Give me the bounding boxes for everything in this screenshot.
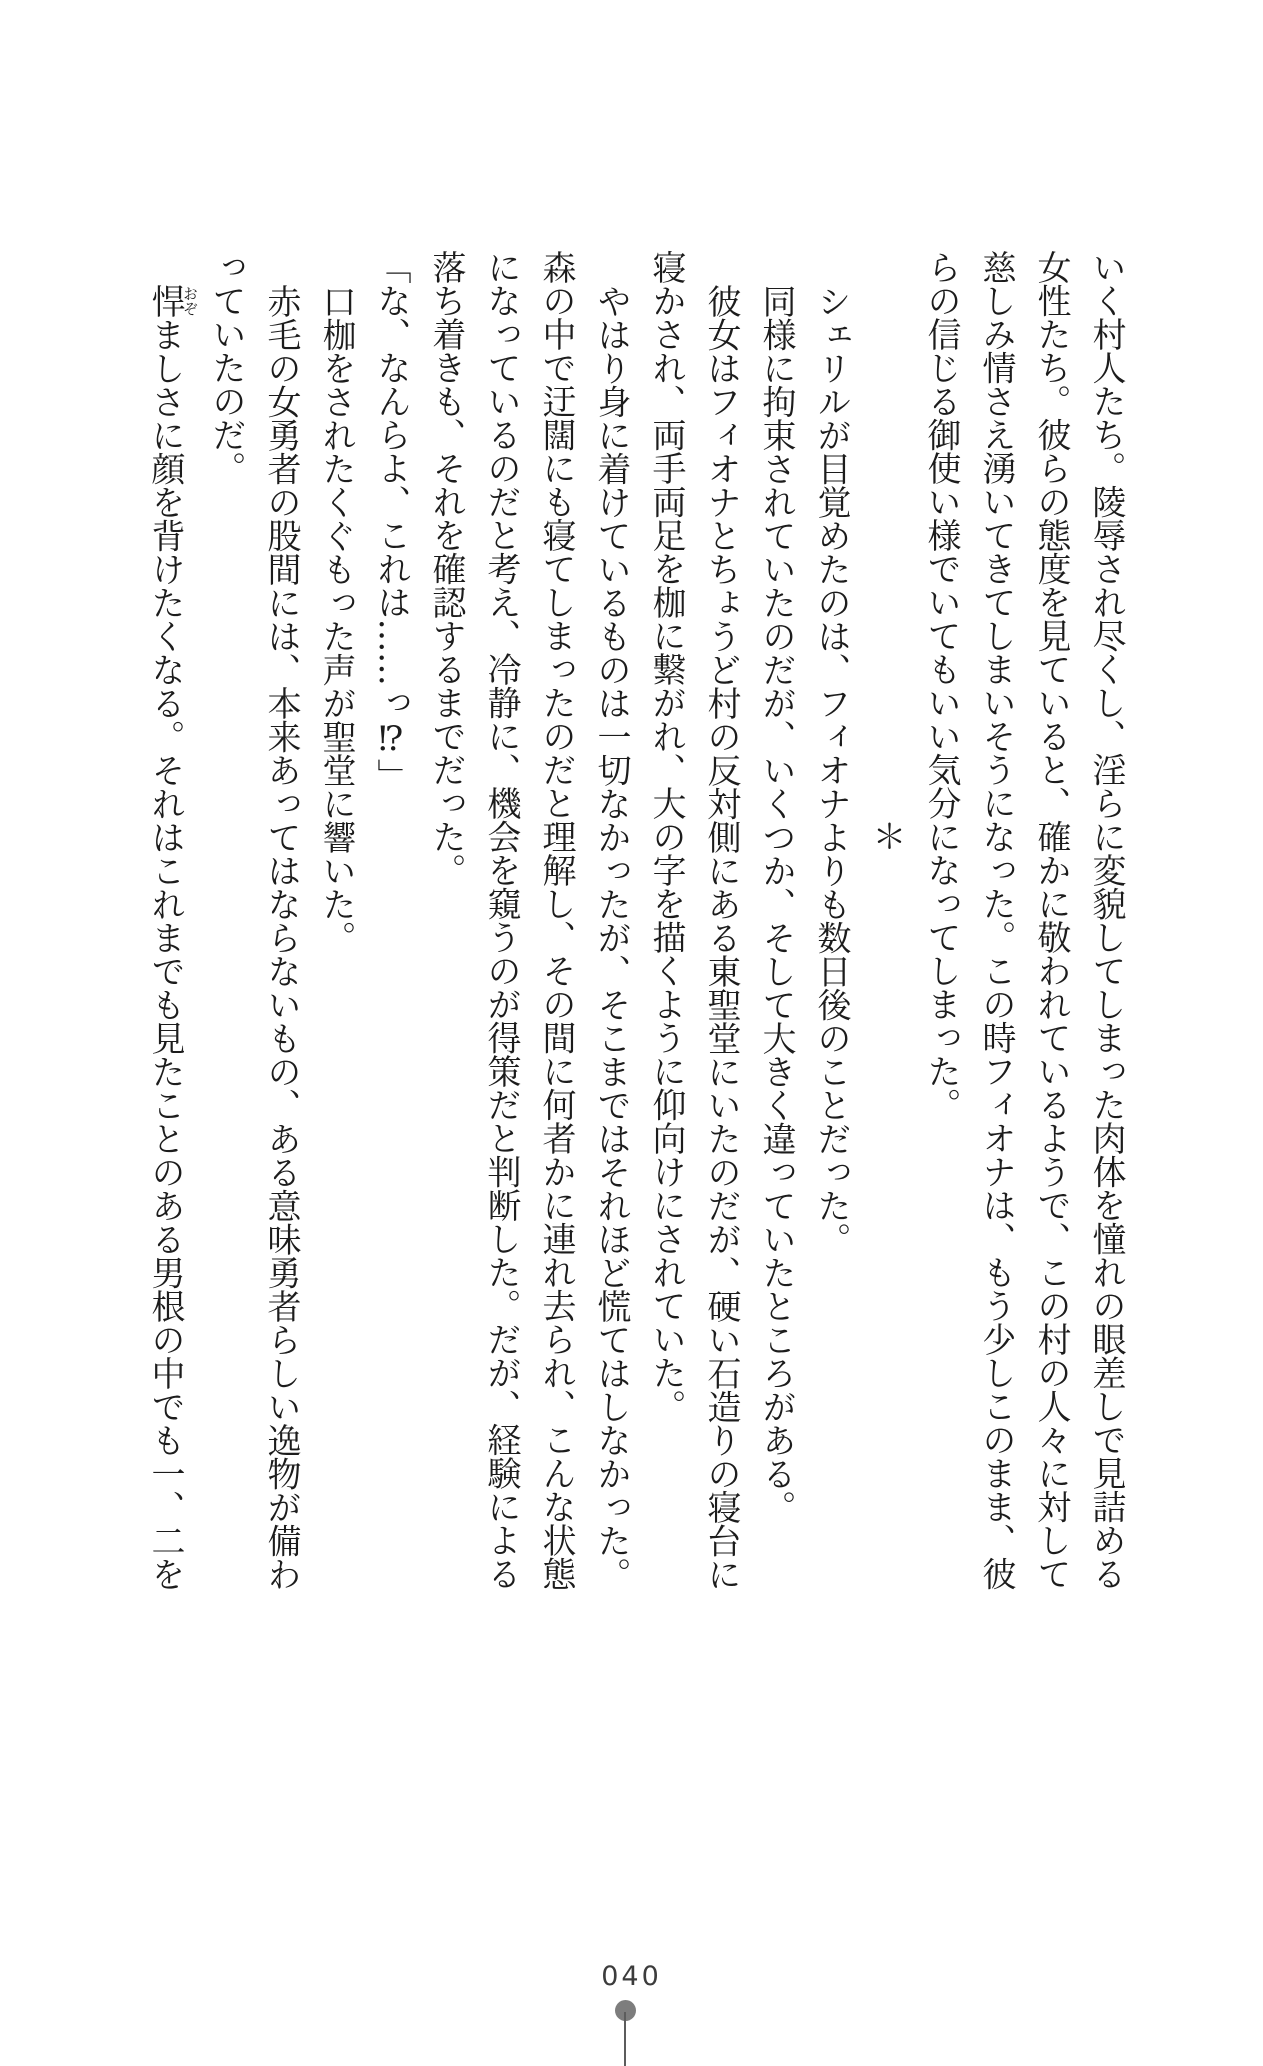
text-line: 慈しみ情さえ湧いてきてしまいそうになった。この時フィオナは、もう少しこのまま、彼 bbox=[976, 250, 1016, 1590]
text-line: 彼女はフィオナとちょうど村の反対側にある東聖堂にいたのだが、硬い石造りの寝台に bbox=[701, 283, 741, 1590]
footer-marker-line bbox=[624, 2012, 626, 2066]
text-line: やはり身に着けているものは一切なかったが、そこまではそれほど慌てはしなかった。 bbox=[591, 283, 631, 1590]
text-line: になっているのだと考え、冷静に、機会を窺うのが得策だと判断した。だが、経験による bbox=[481, 250, 521, 1590]
text-line: 同様に拘束されていたのだが、いくつか、そして大きく違っていたところがある。 bbox=[756, 283, 796, 1523]
text-line: 赤毛の女勇者の股間には、本来あってはならないもの、ある意味勇者らしい逸物が備わ bbox=[261, 283, 301, 1590]
section-separator-asterisk: ＊ bbox=[866, 819, 906, 853]
text-line: 落ち着きも、それを確認するまでだった。 bbox=[426, 250, 466, 887]
text-line: 森の中で迂闊にも寝てしまったのだと理解し、その間に何者かに連れ去られ、こんな状態 bbox=[536, 250, 576, 1590]
text-line: シェリルが目覚めたのは、フィオナよりも数日後のことだった。 bbox=[811, 283, 851, 1255]
text-line: らの信じる御使い様でいてもいい気分になってしまった。 bbox=[921, 250, 961, 1121]
text-line: っていたのだ。 bbox=[206, 250, 246, 485]
furigana-ruby: 悍おぞ bbox=[145, 283, 199, 317]
text-line: 寝かされ、両手両足を枷に繋がれ、大の字を描くように仰向けにされていた。 bbox=[646, 250, 686, 1423]
vertical-text-block bbox=[137, 250, 1133, 1600]
text-line: 「な、なんらよ、これは……っ⁉」 bbox=[371, 250, 411, 792]
text-line: 女性たち。彼らの態度を見ていると、確かに敬われているようで、この村の人々に対して bbox=[1031, 250, 1071, 1590]
page-number: 040 bbox=[601, 1961, 662, 1992]
text-line: 悍おぞましさに顔を背けたくなる。それはこれまでも見たことのある男根の中でも一、二を bbox=[145, 283, 199, 1590]
text-line: 口枷をされたくぐもった声が聖堂に響いた。 bbox=[316, 283, 356, 954]
text-line: いく村人たち。陵辱され尽くし、淫らに変貌してしまった肉体を憧れの眼差しで見詰める bbox=[1086, 250, 1126, 1590]
